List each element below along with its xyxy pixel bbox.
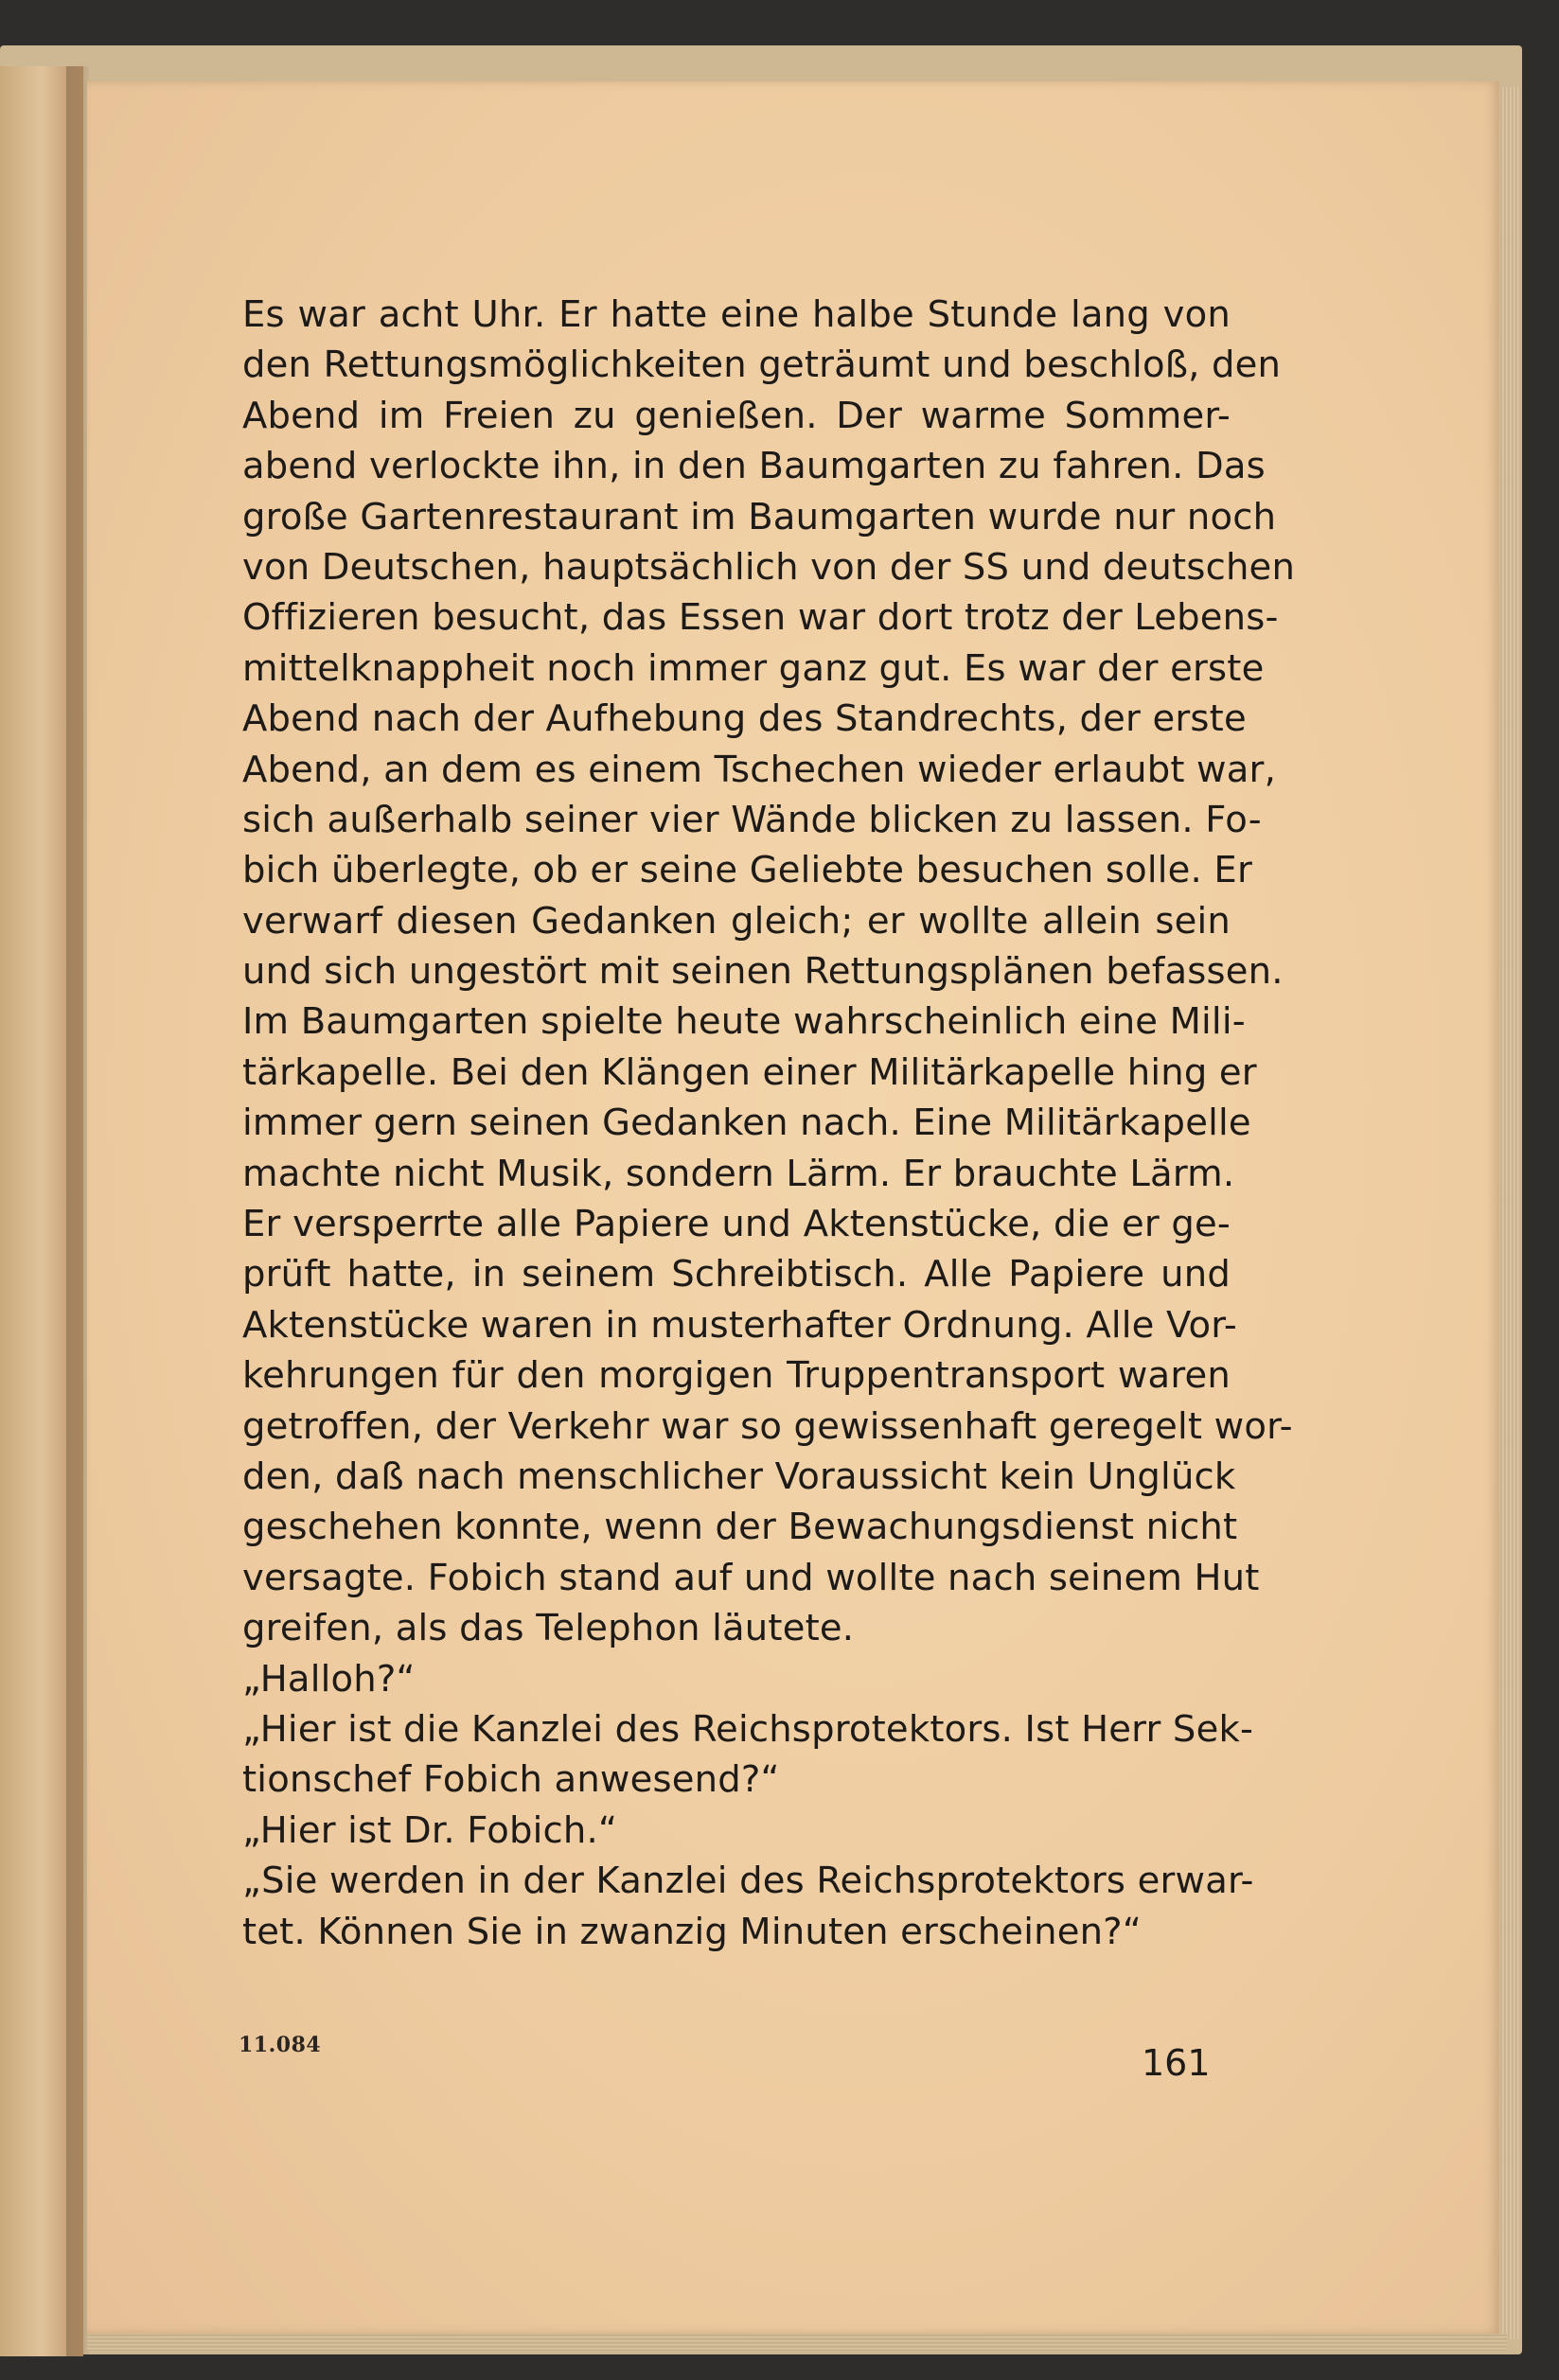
text-line: Im Baumgarten spielte heute wahrscheinlich eine Mili- bbox=[242, 1000, 1246, 1044]
text-line: getroffen, der Verkehr war so gewissenhaft geregelt wor- bbox=[242, 1404, 1293, 1448]
text-line: greifen, als das Telephon läutete. bbox=[242, 1607, 855, 1650]
text-line: Abend im Freien zu genießen. Der warme Sommer- bbox=[242, 394, 1231, 437]
text-line: von Deutschen, hauptsächlich von der SS und deutschen bbox=[242, 545, 1296, 589]
text-line: mittelknappheit noch immer ganz gut. Es war der erste bbox=[242, 646, 1265, 690]
text-line: Abend, an dem es einem Tschechen wieder erlaubt war, bbox=[242, 748, 1277, 791]
text-line: den Rettungsmöglichkeiten geträumt und beschloß, den bbox=[242, 344, 1282, 387]
text-line: Er versperrte alle Papiere und Aktenstücke, die er ge- bbox=[242, 1203, 1231, 1246]
page-stack-bottom-edge bbox=[87, 2334, 1507, 2351]
text-line: kehrungen für den morgigen Truppentransport waren bbox=[242, 1354, 1231, 1398]
text-line: Offizieren besucht, das Essen war dort trotz der Lebens- bbox=[242, 596, 1279, 640]
text-line: tet. Können Sie in zwanzig Minuten erscheinen?“ bbox=[242, 1910, 1142, 1953]
book-gutter bbox=[66, 66, 89, 2356]
text-line: „Hier ist die Kanzlei des Reichsprotektors. Ist Herr Sek- bbox=[242, 1707, 1254, 1751]
body-text bbox=[242, 290, 1296, 1957]
text-line: immer gern seinen Gedanken nach. Eine Militärkapelle bbox=[242, 1102, 1251, 1145]
text-line: bich überlegte, ob er seine Geliebte besuchen solle. Er bbox=[242, 849, 1252, 892]
text-line: „Halloh?“ bbox=[242, 1657, 416, 1701]
text-line: Aktenstücke waren in musterhafter Ordnung. Alle Vor- bbox=[242, 1303, 1237, 1347]
text-line: sich außerhalb seiner vier Wände blicken zu lassen. Fo- bbox=[242, 798, 1262, 841]
text-line: geschehen konnte, wenn der Bewachungsdienst nicht bbox=[242, 1506, 1238, 1549]
text-line: versagte. Fobich stand auf und wollte nach seinem Hut bbox=[242, 1556, 1260, 1599]
text-line: prüft hatte, in seinem Schreibtisch. Alle Papiere und bbox=[242, 1253, 1231, 1296]
text-line: „Sie werden in der Kanzlei des Reichsprotektors erwar- bbox=[242, 1860, 1254, 1903]
text-line: „Hier ist Dr. Fobich.“ bbox=[242, 1808, 618, 1852]
text-line: den, daß nach menschlicher Voraussicht kein Unglück bbox=[242, 1454, 1236, 1498]
text-line: tärkapelle. Bei den Klängen einer Militärkapelle hing er bbox=[242, 1050, 1257, 1094]
text-line: Es war acht Uhr. Er hatte eine halbe Stunde lang von bbox=[242, 293, 1231, 336]
text-line: tionschef Fobich anwesend?“ bbox=[242, 1758, 780, 1802]
text-line: machte nicht Musik, sondern Lärm. Er brauchte Lärm. bbox=[242, 1152, 1235, 1195]
text-line: verwarf diesen Gedanken gleich; er wollte allein sein bbox=[242, 899, 1231, 943]
text-line: große Gartenrestaurant im Baumgarten wurde nur noch bbox=[242, 495, 1277, 538]
printer-signature: 11.084 bbox=[239, 2033, 322, 2057]
text-line: Abend nach der Aufhebung des Standrechts, der erste bbox=[242, 697, 1247, 741]
text-line: abend verlockte ihn, in den Baumgarten zu fahren. Das bbox=[242, 445, 1266, 488]
page-number: 161 bbox=[1142, 2042, 1211, 2084]
text-line: und sich ungestört mit seinen Rettungsplänen befassen. bbox=[242, 950, 1284, 994]
page-stack-right-edge bbox=[1499, 87, 1520, 2339]
